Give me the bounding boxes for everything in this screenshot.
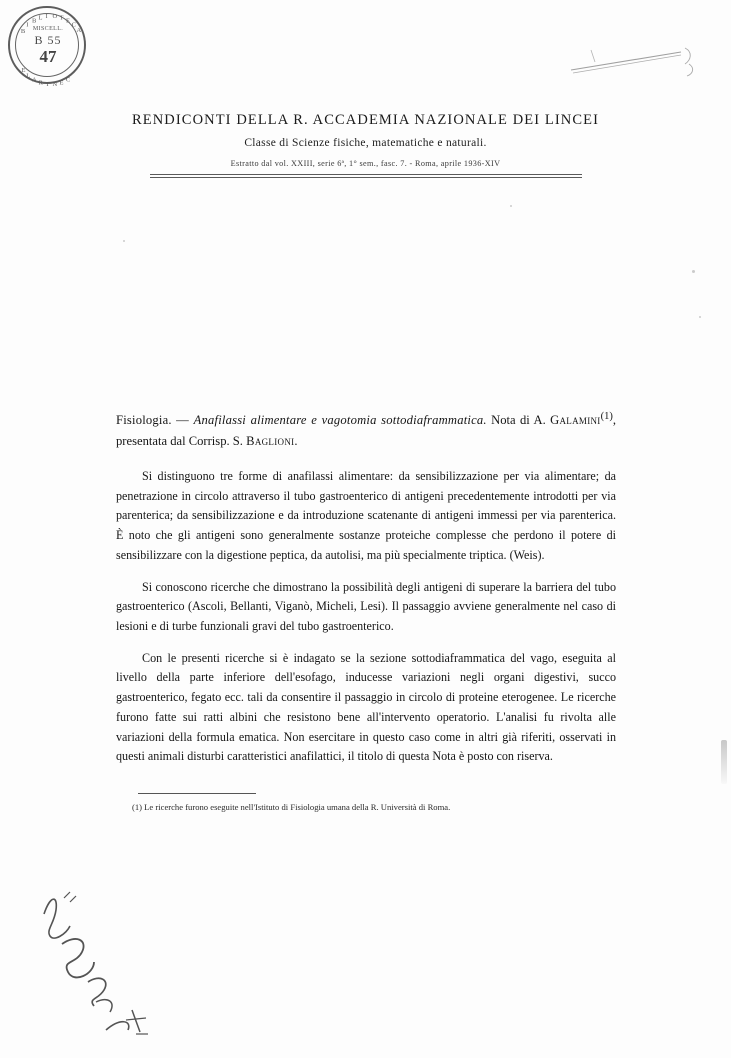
footnote-divider [138,793,256,794]
paper-speck [510,205,512,207]
journal-extract-line: Estratto dal vol. XXIII, serie 6ª, 1° sem., fasc. 7. - Roma, aprile 1936-XIV [230,159,501,168]
article-dash: — [176,413,190,428]
journal-subtitle: Classe di Scienze fisiche, matematiche e naturali. [244,137,487,149]
stamp-inner-text [19,26,77,66]
masthead [0,112,731,178]
masthead-rule-wrap [0,174,731,178]
article-paragraph: Con le presenti ricerche si è indagato se la sezione sottodiaframmatica del vago, eseguita al livello della parte inferiore dell'esofago, inducesse variazioni negli organi digestivi, succo gastroenterico, fegato ecc. tali da consentire il passaggio in circolo di proteine eterogenee. Le ricerche furono fatte sui ratti albini che resistono bene all'intervento operatorio. L'analisi fu rivolta alle variazioni della formula ematica. Non esercitare in questo caso come in altri già riferiti, osservati in questi animali disturbi caratteristici anafilattici, il titolo di questa Nota è posto con riserva. [116,650,616,764]
article-byline-end: . [294,433,298,448]
paper-speck [692,270,695,273]
handwritten-annotation [36,890,176,1040]
article-paragraph: Si distinguono tre forme di anafilassi alimentare: da sensibilizzazione per via alimentare; da penetrazione in circolo attraverso il tubo gastroenterico di antigeni precedentemente introdotti per via parenterica; da sensibilizzazione e da introduzione scatenante di antigeni immessi per via parenterica. È noto che gli antigeni sono generalmente sostanze proteiche complesse che perdono il potere di sensibilizzare con la digestione peptica, da autolisi, ma più specialmente triptica. (Weis). [116,468,616,562]
stamp-shelfmark: B 55 [34,33,62,48]
masthead-divider [150,174,582,178]
article-heading [116,408,616,451]
article-paragraph: Si conoscono ricerche che dimostrano la possibilità degli antigeni di superare la barriera del tubo gastroenterico (Ascoli, Bellanti, Viganò, Micheli, Lesi). Il passaggio avviene generalmente nel caso di lesioni e di turbe funzionali gravi del tubo gastroenterico. [116,579,616,633]
stamp-collection-label: MISCELL. [32,26,64,32]
article-byline-note: Nota di A. [491,413,546,428]
journal-title: RENDICONTI DELLA R. ACCADEMIA NAZIONALE DEI LINCEI [132,112,599,128]
article-discipline: Fisiologia. [116,413,172,428]
page-edge-mark [721,740,727,784]
library-stamp [8,6,86,88]
paper-speck [699,316,701,318]
article-footnote: (1) Le ricerche furono eseguite nell'Istituto di Fisiologia umana della R. Università di Roma. [132,802,451,812]
pencil-mark-top-right [569,44,709,82]
article-body [116,408,616,814]
stamp-arc-text: B I B L I O T E C A C E N T R A L E [20,13,82,88]
paper-speck [123,240,125,242]
article-byline-rest: , presentata dal Corrisp. S. [116,413,617,448]
article-title: Anafilassi alimentare e vagotomia sottodiaframmatica. [193,413,487,428]
stamp-number: 47 [39,46,57,66]
article-author: Galamini [550,413,601,428]
article-presenter: Baglioni [246,433,295,448]
footnote-marker: (1) [600,411,613,422]
